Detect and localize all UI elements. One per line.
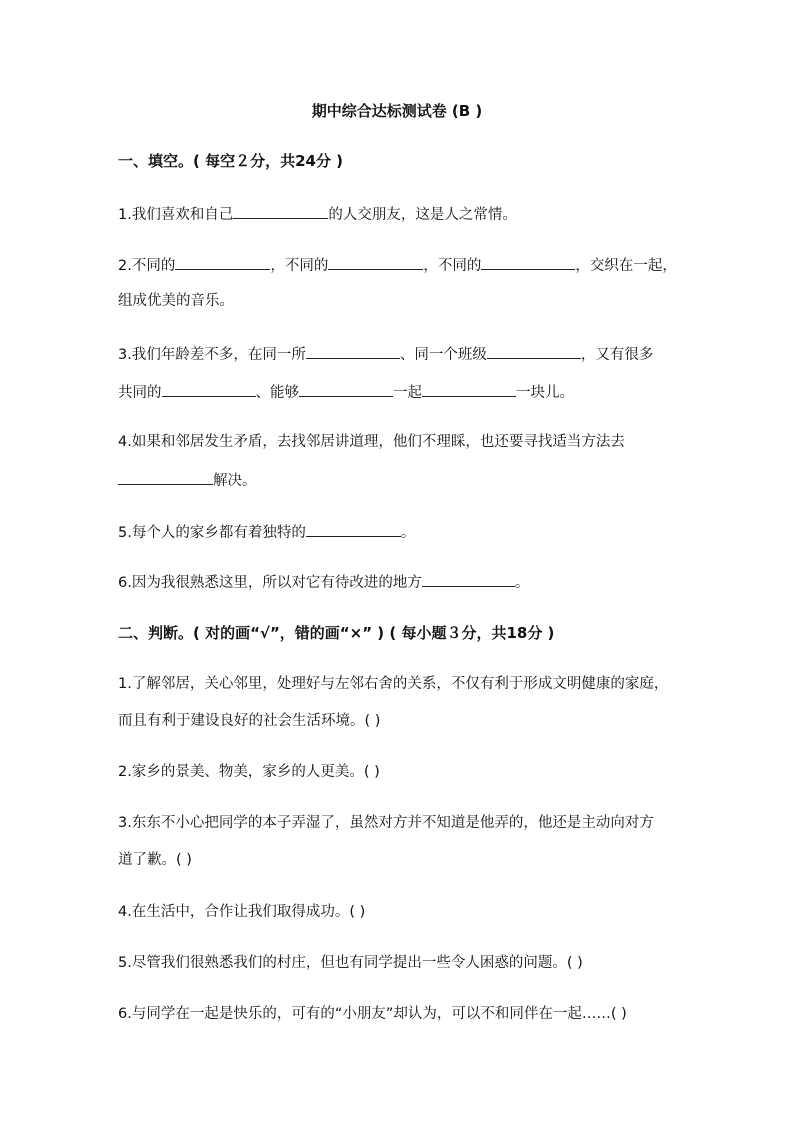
answer-blank[interactable]	[162, 380, 256, 397]
answer-blank[interactable]	[175, 253, 270, 270]
answer-blank[interactable]	[481, 253, 575, 270]
question-text: ，又有很多	[580, 347, 654, 363]
judge-question-1: 1.了解邻居，关心邻里，处理好与左邻右舍的关系，不仅有利于形成文明健康的家庭，	[118, 676, 669, 692]
question-text: 一起	[393, 385, 422, 401]
answer-blank[interactable]	[328, 253, 423, 270]
answer-blank[interactable]	[118, 468, 213, 485]
judge-question-3: 3.东东不小心把同学的本子弄湿了，虽然对方并不知道是他弄的，他还是主动向对方	[118, 815, 654, 831]
judge-question-2: 2.家乡的景美、物美，家乡的人更美。( )	[118, 764, 380, 780]
page-title: 期中综合达标测试卷 (B )	[311, 102, 483, 120]
question-text: 。	[514, 575, 530, 591]
judge-question-5: 5.尽管我们很熟悉我们的村庄，但也有同学提出一些令人困惑的问题。( )	[118, 955, 583, 971]
question-text: 。	[400, 525, 416, 541]
question-text: 1.我们喜欢和自己	[118, 207, 234, 223]
fill-question-4: 4.如果和邻居发生矛盾，去找邻居讲道理，他们不理睬，也还要寻找适当方法去	[118, 434, 625, 450]
answer-blank[interactable]	[487, 342, 581, 359]
question-text: ，交织在一起，	[575, 258, 677, 274]
question-text: 的人交朋友，这是人之常情。	[328, 207, 517, 223]
answer-blank[interactable]	[422, 570, 515, 587]
question-text: 2.不同的	[118, 258, 176, 274]
fill-question-3-continued	[118, 380, 574, 404]
judge-question-3-continued: 道了歉。( )	[118, 852, 192, 868]
answer-blank[interactable]	[422, 380, 516, 397]
answer-blank[interactable]	[306, 520, 401, 537]
question-text: 、能够	[255, 385, 299, 401]
question-text: 共同的	[118, 385, 162, 401]
fill-question-2	[118, 253, 677, 277]
question-text: 、同一个班级	[399, 347, 487, 363]
fill-question-5	[118, 520, 415, 544]
question-text: ，不同的	[270, 258, 329, 274]
fill-question-1	[118, 202, 517, 226]
question-text: 一块儿。	[516, 385, 574, 401]
fill-question-6	[118, 570, 529, 594]
question-text: 3.我们年龄差不多，在同一所	[118, 347, 306, 363]
answer-blank[interactable]	[233, 202, 328, 219]
question-text: ，不同的	[423, 258, 482, 274]
fill-question-4-continued	[118, 468, 257, 492]
question-text: 5.每个人的家乡都有着独特的	[118, 525, 306, 541]
fill-question-2-continued: 组成优美的音乐。	[118, 293, 234, 309]
question-text: 解决。	[213, 473, 257, 489]
answer-blank[interactable]	[306, 342, 400, 359]
judge-question-1-continued: 而且有利于建设良好的社会生活环境。( )	[118, 713, 381, 729]
answer-blank[interactable]	[299, 380, 393, 397]
fill-question-3	[118, 342, 653, 366]
section-1-heading: 一、填空。( 每空２分，共24分 )	[118, 152, 344, 170]
judge-question-6: 6.与同学在一起是快乐的，可有的“小朋友”却认为，可以不和同伴在一起……( )	[118, 1006, 627, 1022]
section-2-heading: 二、判断。( 对的画“√”，错的画“×” ) ( 每小题３分，共18分 )	[118, 624, 555, 642]
judge-question-4: 4.在生活中，合作让我们取得成功。( )	[118, 904, 366, 920]
question-text: 6.因为我很熟悉这里，所以对它有待改进的地方	[118, 575, 422, 591]
